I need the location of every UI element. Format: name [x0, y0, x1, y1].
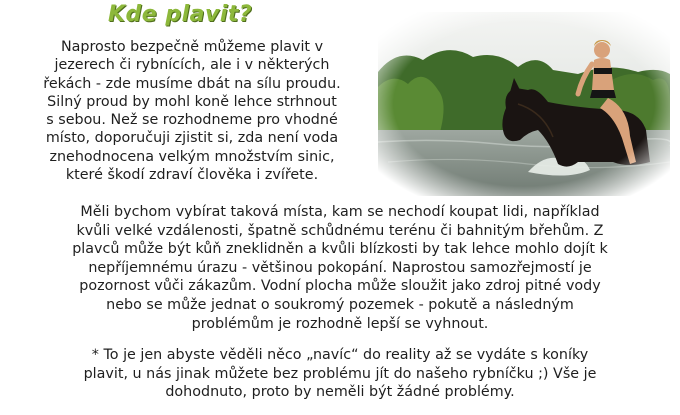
text-line: Naprosto bezpečně můžeme plavit v — [60, 39, 324, 55]
text-line: nebo se může jednat o soukromý pozemek - pokutě a následným — [106, 296, 574, 313]
text-line: Silný proud by mohl koně lehce strhnout — [47, 93, 337, 110]
text-line: plavců může být kůň zneklidněn a kvůli blízkosti by tak lehce mohlo dojít k — [72, 241, 608, 258]
footnote — [0, 346, 680, 402]
text-line: pozornost vůči zákazům. Vodní plocha může sloužit jako zdroj pitné vody — [79, 278, 601, 295]
text-line: kvůli velké vzdálenosti, špatně schůdnému terénu či bahnitým břehům. Z — [76, 222, 604, 239]
text-line: plavit, u nás jinak můžete bez problému jít do našeho rybníčku ;) Vše je — [83, 365, 597, 382]
text-line: nepříjemnému úrazu - většinou pokopání. Naprostou samozřejmostí je — [88, 259, 592, 276]
text-line: které škodí zdraví člověka i zvířete. — [65, 167, 319, 184]
page-title: Kde plavit? — [108, 2, 253, 27]
text-line: znehodnocena velkým množstvím sinic, — [49, 148, 335, 165]
main-paragraph — [0, 203, 680, 333]
photo-vignette — [378, 12, 670, 196]
text-line: dohodnuto, proto by neměli být žádné problémy. — [165, 384, 515, 401]
text-line: jezerech či rybnících, ale i v některých — [54, 57, 330, 74]
text-line: problémům je rozhodně lepší se vyhnout. — [191, 315, 489, 332]
intro-paragraph — [6, 38, 378, 184]
text-line: * To je jen abyste věděli něco „navíc“ do reality až se vydáte s koníky — [91, 347, 589, 363]
text-line: řekách - zde musíme dbát na sílu proudu. — [43, 75, 341, 92]
text-line: Měli bychom vybírat taková místa, kam se nechodí koupat lidi, například — [80, 204, 600, 220]
text-line: místo, doporučuji zjistit si, zda není voda — [45, 130, 339, 147]
horse-swimming-photo — [378, 12, 670, 196]
text-line: s sebou. Než se rozhodneme pro vhodné — [46, 112, 338, 129]
